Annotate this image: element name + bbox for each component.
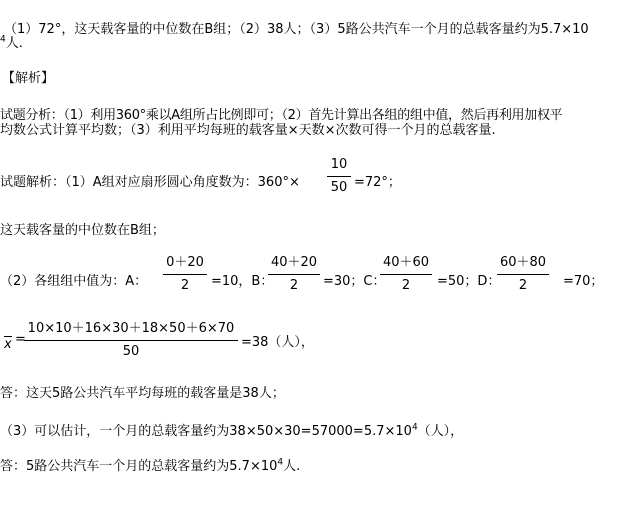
midpoint-d-result: =70； (563, 274, 604, 289)
answer-average: 答：这天5路公共汽车平均每班的载客量是38人； (0, 386, 285, 401)
fraction-numerator: 40＋20 (270, 255, 318, 270)
answer-line-2 (0, 36, 23, 52)
midpoint-fraction-c (380, 255, 432, 294)
fraction-denominator: 2 (289, 278, 299, 293)
exponent: 4 (0, 34, 6, 45)
fraction-denominator: 2 (518, 278, 528, 293)
final-unit: 人. (283, 459, 301, 474)
mean-symbol (4, 336, 14, 354)
final-text: 答：5路公共汽车一个月的总载客量约为5.7×10 (0, 459, 278, 474)
mean-result: =38（人）， (241, 335, 314, 350)
fraction-bar (497, 274, 549, 275)
fraction-numerator: 10 (330, 157, 348, 172)
midpoint-b-result: =30；C： (323, 274, 386, 289)
fraction-bar (163, 274, 207, 275)
midpoint-c-result: =50；D： (437, 274, 501, 289)
midpoint-a-result: =10，B： (211, 274, 274, 289)
fraction-bar (380, 274, 432, 275)
analysis-line-1: 试题分析：（1）利用360°乘以A组所占比例即可；（2）首先计算出各组的组中值，然后再利用加权平 (0, 108, 563, 123)
exponent: 4 (411, 422, 418, 433)
answer-line-1 (4, 22, 589, 38)
final-answer (0, 459, 300, 475)
part3-text: （3）可以估计，一个月的总载客量约为38×50×30=57000=5.7×10 (0, 424, 412, 439)
fraction-numerator: 60＋80 (499, 255, 547, 270)
jiexi-heading: 【解析】 (2, 71, 55, 86)
midpoint-fraction-d (497, 255, 549, 294)
fraction-denominator: 50 (122, 344, 140, 359)
part3-line (0, 424, 463, 440)
midpoint-fraction-b (268, 255, 320, 294)
fraction-numerator: 0＋20 (166, 255, 204, 270)
fraction-bar (327, 176, 351, 177)
fraction-bar (24, 340, 238, 341)
median-line: 这天载客量的中位数在B组； (0, 223, 165, 238)
midpoint-fraction-a (163, 255, 207, 294)
answer-tail: 人. (5, 36, 23, 51)
fraction-numerator: 40＋60 (382, 255, 430, 270)
analysis-line-2: 均数公式计算平均数；（3）利用平均每班的载客量×天数×次数可得一个月的总载客量. (0, 123, 496, 138)
part3-unit: （人）， (417, 424, 464, 439)
answer-text: （1）72°，这天载客量的中位数在B组；（2）38人；（3）5路公共汽车一个月的总载客量约为5.7×10 (4, 22, 589, 37)
solution-result: =72°； (354, 175, 401, 190)
exponent: 4 (277, 457, 284, 468)
fraction-denominator: 2 (401, 278, 411, 293)
fraction-bar (268, 274, 320, 275)
mean-variable: x (4, 337, 12, 352)
mean-equals: = (15, 332, 26, 347)
fraction-denominator: 2 (180, 278, 190, 293)
angle-fraction (327, 157, 351, 196)
midpoints-prefix: （2）各组组中值为：A： (0, 274, 148, 289)
mean-fraction (24, 321, 238, 360)
fraction-denominator: 50 (330, 180, 348, 195)
fraction-numerator: 10×10＋16×30＋18×50＋6×70 (27, 321, 235, 336)
solution-line-prefix: 试题解析：（1）A组对应扇形圆心角度数为：360°× (0, 175, 300, 190)
